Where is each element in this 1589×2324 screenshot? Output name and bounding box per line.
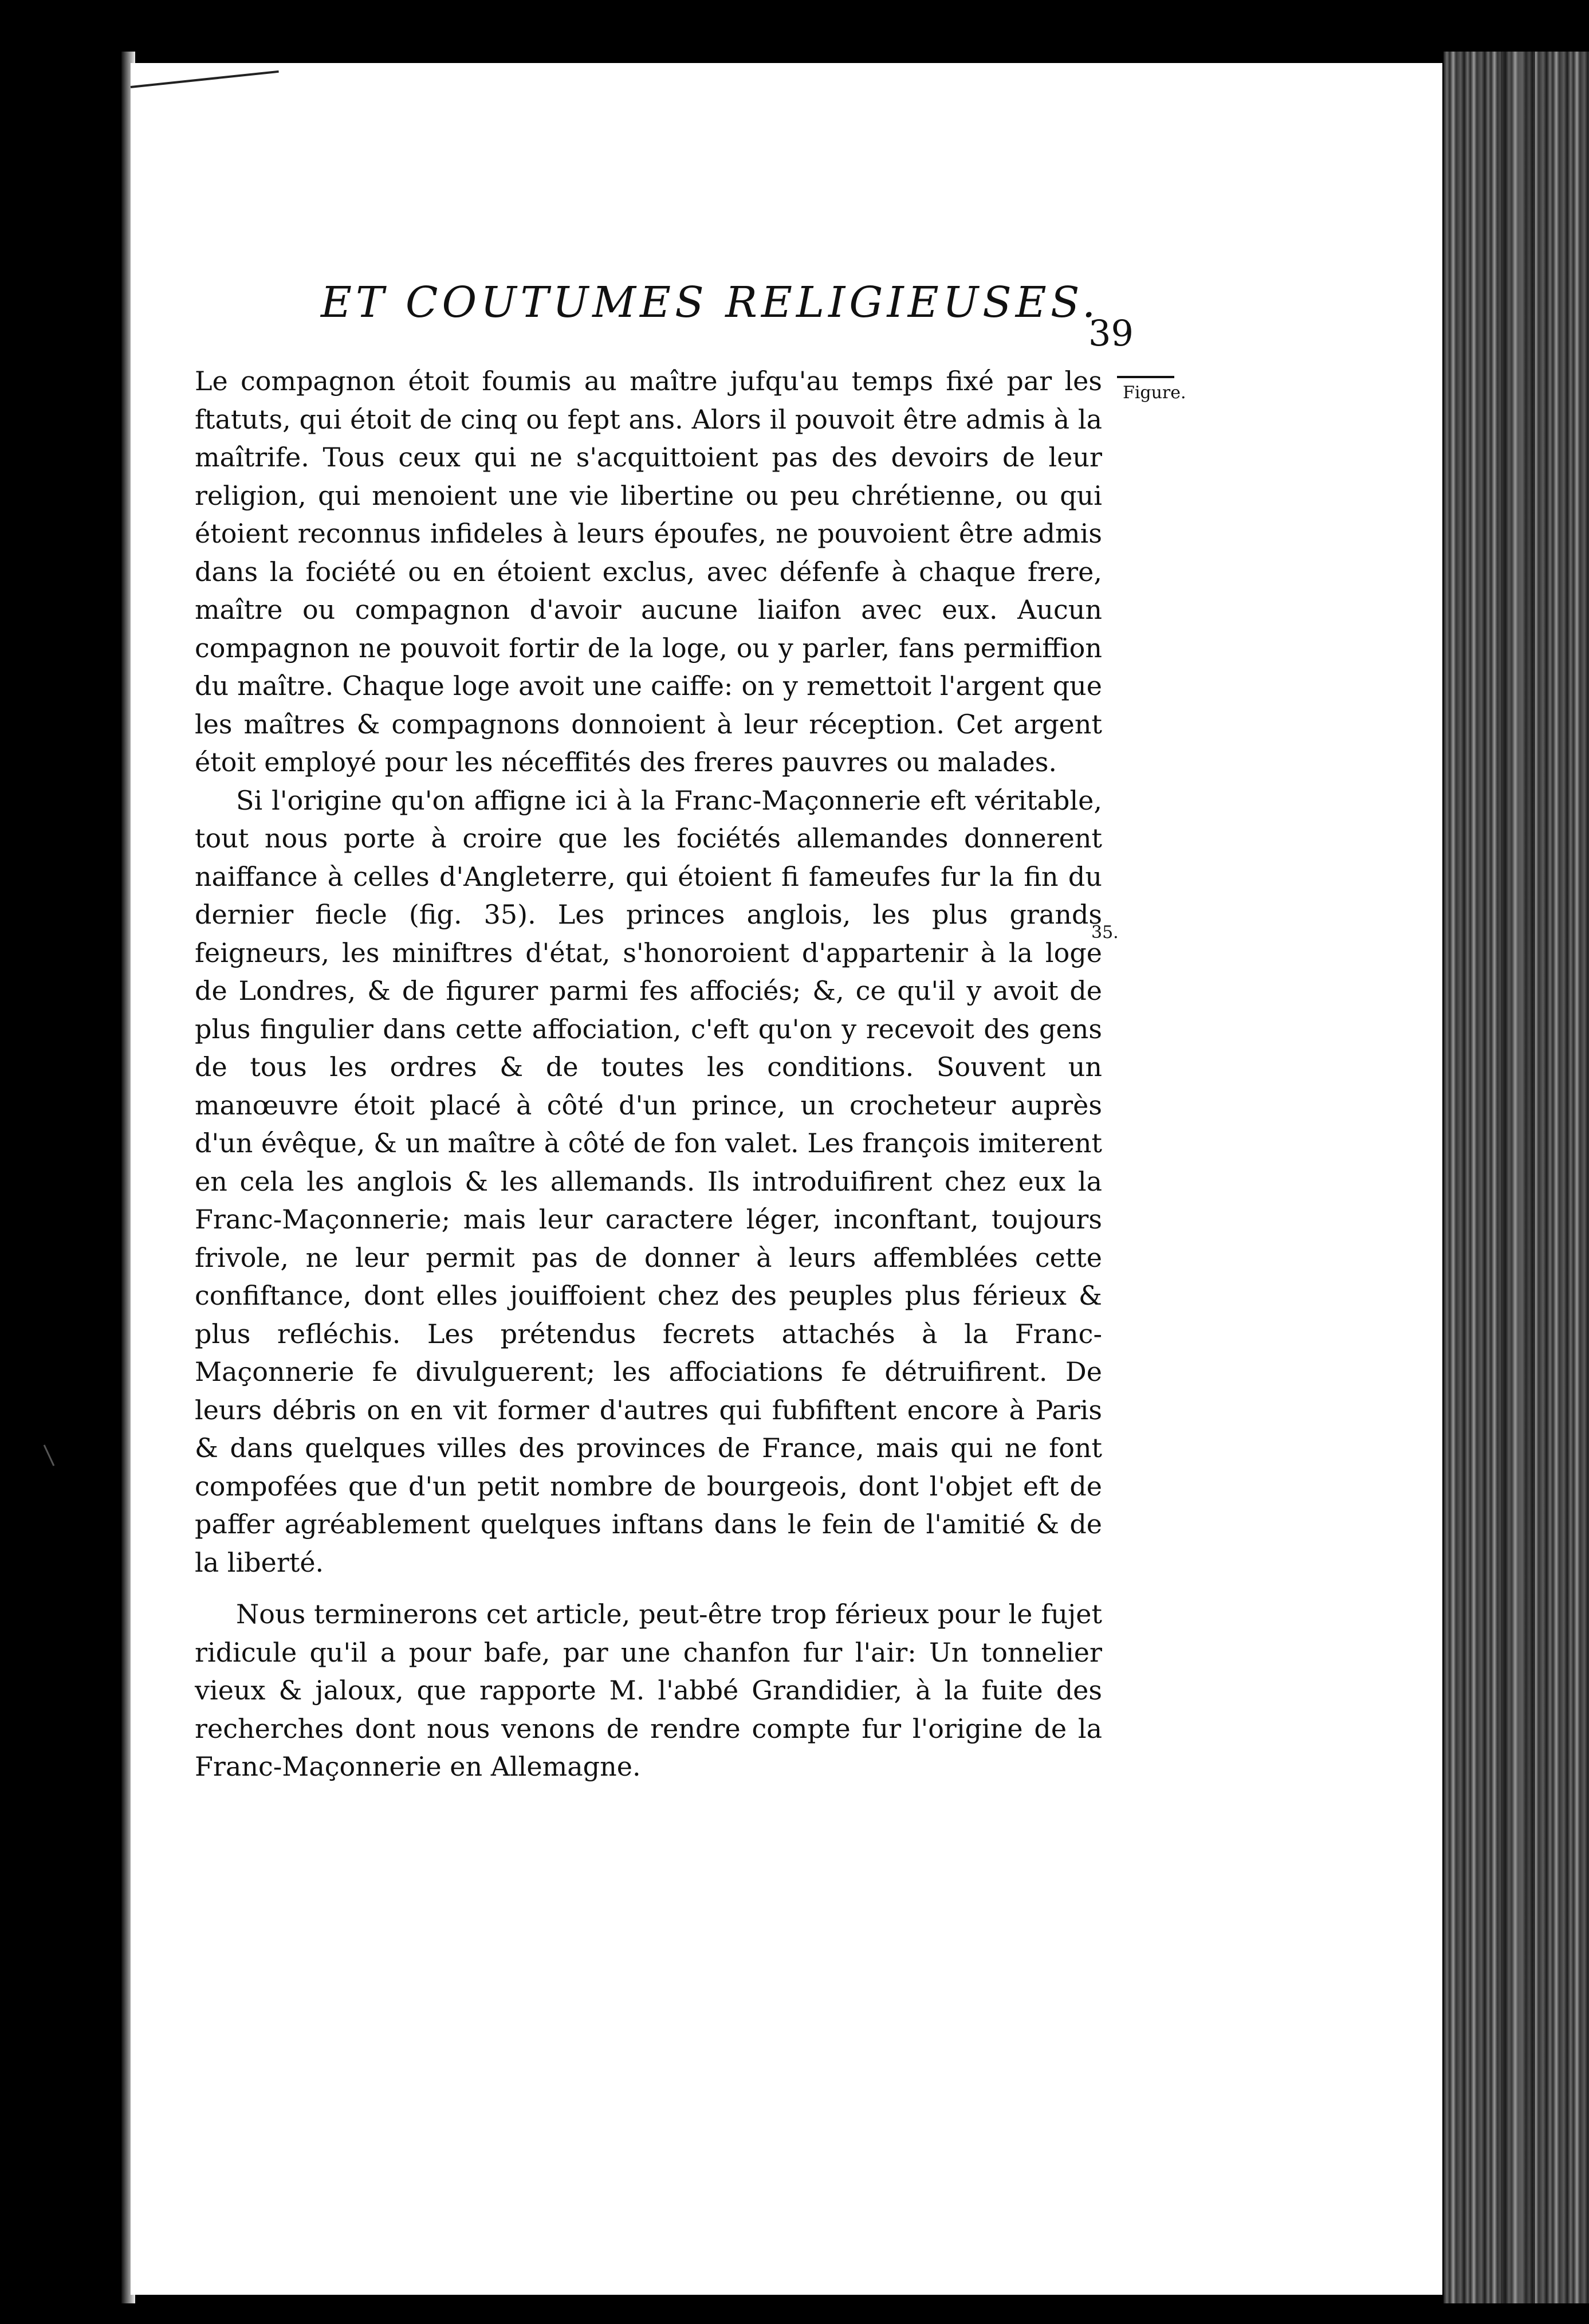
body-text <box>195 362 1102 1786</box>
margin-figure-label: Figure. <box>1123 383 1186 403</box>
running-title: ET COUTUMES RELIGIEUSES. <box>321 278 1100 327</box>
page-number: 39 <box>1088 312 1134 354</box>
paragraph: Si l'origine qu'on affigne ici à la Franc-Maçonnerie eft véritable, tout nous porte à croire que les fociétés allemandes donnerent naiffance à celles d'Angleterre, qui étoient fi fameufes fur la fin du dernier fiecle (fig. 35). Les princes anglois, les plus grands feigneurs, les miniftres d'état, s'honoroient d'appartenir à la loge de Londres, & de figurer parmi fes affociés; &, ce qu'il y avoit de plus fingulier dans cette affociation, c'eft qu'on y recevoit des gens de tous les ordres & de toutes les conditions. Souvent un manœuvre étoit placé à côté d'un prince, un crocheteur auprès d'un évêque, & un maître à côté de fon valet. Les françois imiterent en cela les anglois & les allemands. Ils introduifirent chez eux la Franc-Maçonnerie; mais leur caractere léger, inconftant, toujours frivole, ne leur permit pas de donner à leurs affemblées cette confiftance, dont elles jouiffoient chez des peuples plus férieux & plus refléchis. Les prétendus fecrets attachés à la Franc-Maçonnerie fe divulguerent; les affociations fe détruifirent. De leurs débris on en vit former d'autres qui fubfiftent encore à Paris & dans quelques villes des provinces de France, mais qui ne font compofées que d'un petit nombre de bourgeois, dont l'objet eft de paffer agréablement quelques inftans dans le fein de l'amitié & de la liberté. <box>195 784 1102 1578</box>
margin-rule <box>1117 376 1174 378</box>
book-spine-shadow <box>1501 52 1535 2303</box>
paragraph: Nous terminerons cet article, peut-être trop férieux pour le fujet ridicule qu'il a pour bafe, par une chanfon fur l'air: Un tonnelier vieux & jaloux, que rapporte M. l'abbé Grandidier, à la fuite des recherches dont nous venons de rendre compte fur l'origine de la Franc-Maçonnerie en Allemagne. <box>195 1599 1102 1782</box>
margin-figure-ref: 35. <box>1091 922 1119 943</box>
paragraph: Le compagnon étoit foumis au maître jufqu'au temps fixé par les ftatuts, qui étoit de cinq ou fept ans. Alors il pouvoit être admis à la maîtrife. Tous ceux qui ne s'acquittoient pas des devoirs de leur religion, qui menoient une vie libertine ou peu chrétienne, ou qui étoient reconnus infideles à leurs époufes, ne pouvoient être admis dans la fociété ou en étoient exclus, avec défenfe à chaque frere, maître ou compagnon d'avoir aucune liaifon avec eux. Aucun compagnon ne pouvoit fortir de la loge, ou y parler, fans permiffion du maître. Chaque loge avoit une caiffe: on y remettoit l'argent que les maîtres & compagnons donnoient à leur réception. Cet argent étoit employé pour les néceffités des freres pauvres ou malades. <box>195 366 1102 778</box>
